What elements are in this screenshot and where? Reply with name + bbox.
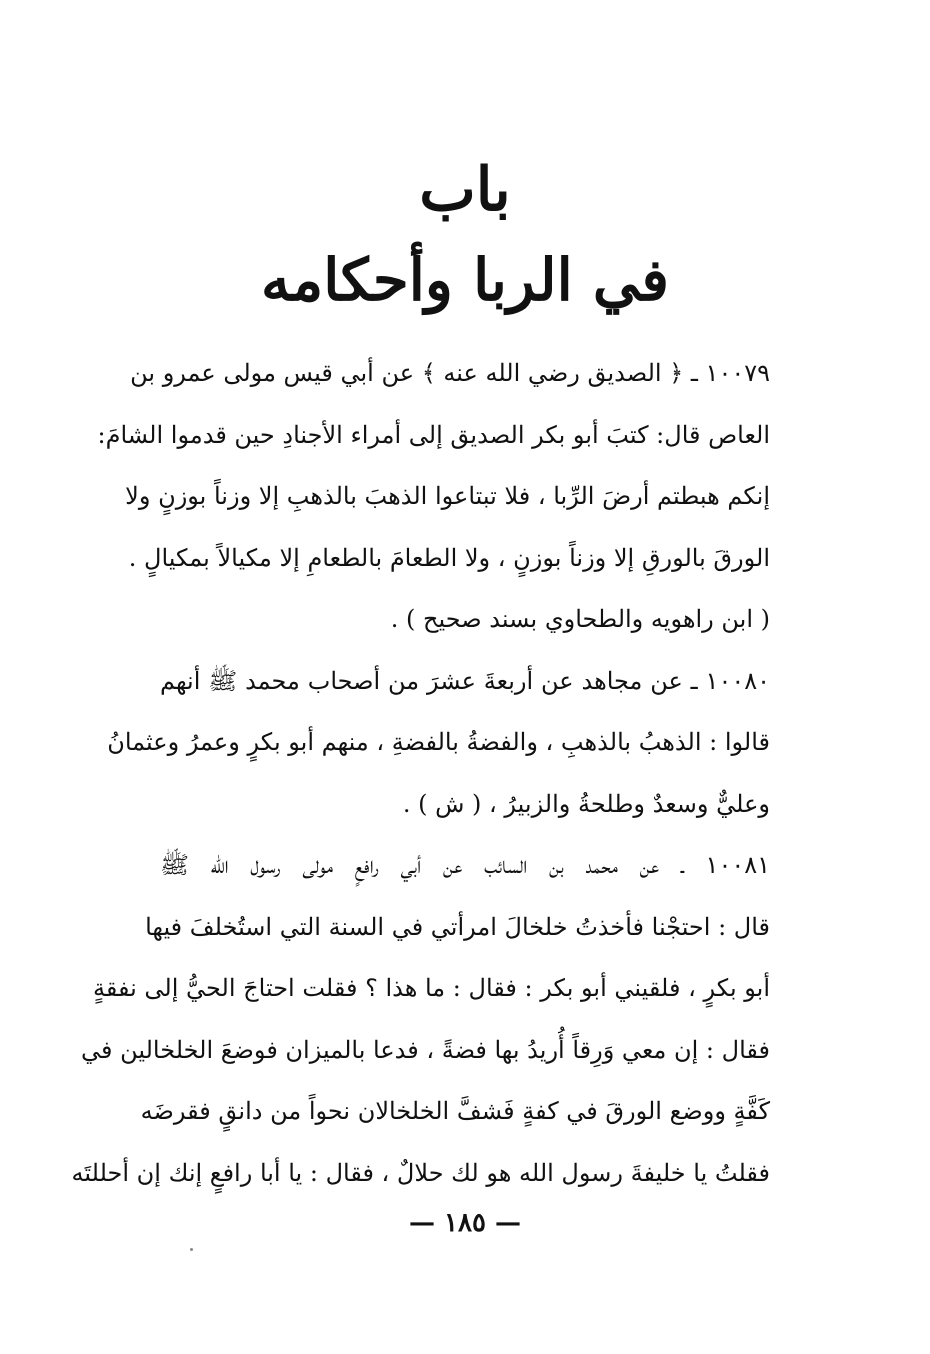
text-line: قال : احتجْنا فأخذتُ خلخالَ امرأتي في السنة التي استُخلفَ فيها — [145, 912, 770, 941]
body-text — [71, 343, 770, 1204]
text-line: العاص قال: كتبَ أبو بكر الصديق إلى أمراء الأجنادِ حين قدموا الشامَ: — [97, 420, 770, 449]
text-line: ١٠٠٧٩ ـ ﴿ الصديق رضي الله عنه ﴾ عن أبي قيس مولى عمرو بن — [130, 359, 770, 387]
text-line: قالوا : الذهبُ بالذهبِ ، والفضةُ بالفضةِ ، منهم أبو بكرٍ وعمرُ وعثمانُ — [107, 728, 770, 756]
text-line: أبو بكرٍ ، فلقيني أبو بكر : فقال : ما هذا ؟ فقلت احتاجَ الحيُّ إلى نفقةٍ — [92, 974, 770, 1002]
chapter-title: باب — [419, 155, 511, 225]
entry-10081 — [71, 835, 770, 1204]
entry-10079 — [97, 343, 770, 651]
scan-speck — [190, 1248, 193, 1251]
text-line: كَفَّةٍ ووضع الورقَ في كفةٍ فَشفَّ الخلخالان نحواً من دانقٍ فقرضَه — [140, 1097, 770, 1125]
text-line: الورقَ بالورقِ إلا وزناً بوزنٍ ، ولا الطعامَ بالطعامِ إلا مكيالاً بمكيالٍ . — [128, 543, 770, 572]
entry-10080 — [107, 651, 770, 836]
chapter-subtitle: في الربا وأحكامه — [261, 246, 669, 314]
text-line: ١٠٠٨٠ ـ عن مجاهد عن أربعةَ عشرَ من أصحاب محمد ﷺ أنهم — [160, 666, 770, 695]
text-line: ١٠٠٨١ ـ عن محمد بن السائب عن أبي رافعٍ مولى رسول الله ﷺ — [160, 851, 770, 879]
page-number: — ١٨٥ — — [408, 1208, 522, 1238]
text-line: ( ابن راهويه والطحاوي بسند صحيح ) . — [390, 605, 770, 633]
text-line: إنكم هبطتم أرضَ الرِّبا ، فلا تبتاعوا الذهبَ بالذهبِ إلا وزناً بوزنٍ ولا — [125, 482, 770, 510]
text-line: فقلتُ يا خليفةَ رسول الله هو لك حلالٌ ، فقال : يا أبا رافعٍ إنك إن أحللتَه — [71, 1158, 770, 1187]
text-line: وعليٌّ وسعدٌ وطلحةُ والزبيرُ ، ( ش ) . — [402, 789, 770, 818]
text-line: فقال : إن معي وَرِقاً أُريدُ بها فضةً ، فدعا بالميزان فوضعَ الخلخالين في — [80, 1035, 770, 1064]
